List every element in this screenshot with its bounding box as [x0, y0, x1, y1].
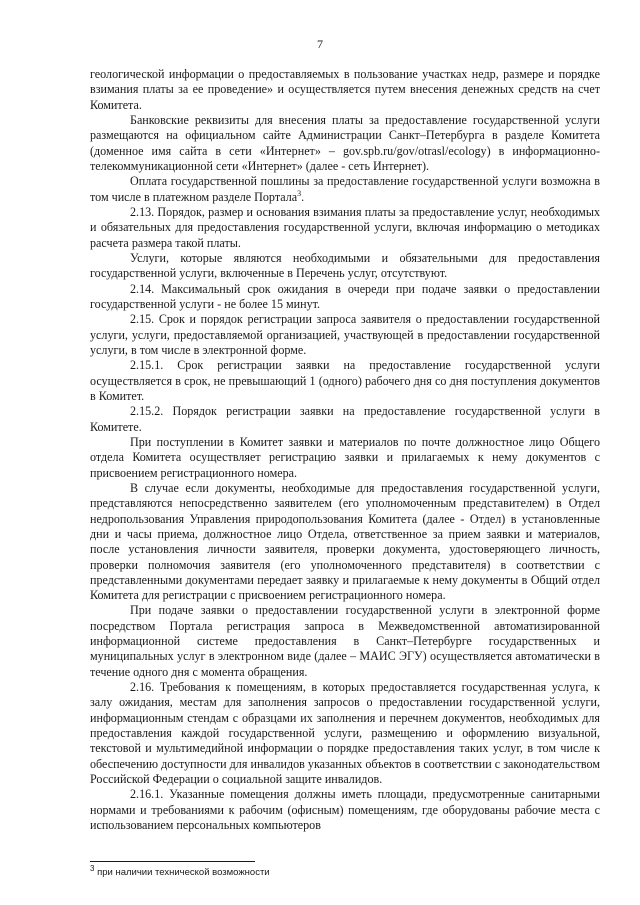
document-body — [90, 67, 600, 833]
paragraph: 2.15. Срок и порядок регистрации запроса заявителя о предоставлении государственной услуги, услуги, предоставляемой организацией, участвующей в предоставлении государственной услуги, в том числе в электронной форме. — [90, 312, 600, 357]
paragraph: 2.16. Требования к помещениям, в которых предоставляется государственная услуга, к залу ожидания, местам для заполнения запросов о предоставлении государственной услуги, информационным стендам с образцами их заполнения и перечнем документов, необходимых для предоставления каждой государственной услуги, размещению и оформлению визуальной, текстовой и мультимедийной информации о порядке предоставления таких услуг, в том числе к обеспечению доступности для инвалидов указанных объектов в соответствии с законодательством Российской Федерации о социальной защите инвалидов. — [90, 680, 600, 787]
paragraph-end: . — [301, 189, 305, 204]
footnote-reference: 3 — [297, 188, 302, 198]
footnote-mark: 3 — [90, 863, 95, 873]
paragraph: Банковские реквизиты для внесения платы за предоставление государственной услуги размещаются на официальном сайте Администрации Санкт–Петербурга в разделе Комитета (доменное имя сайта в сети «Интернет» – gov.spb.ru/gov/otrasl/ecology) в информационно-телекоммуникационной сети «Интернет» (далее - сеть Интернет). — [90, 112, 600, 173]
paragraph: 2.14. Максимальный срок ожидания в очереди при подаче заявки о предоставлении государственной услуги - не более 15 минут. — [90, 281, 600, 311]
paragraph: При подаче заявки о предоставлении государственной услуги в электронной форме посредством Портала регистрация запроса в Межведомственной автоматизированной информационной системе предоставления в Санкт–Петербурге государственных и муниципальных услуг в электронном виде (далее – МАИС ЭГУ) осуществляется автоматически в течение одного дня с момента обращения. — [90, 603, 600, 679]
paragraph — [90, 174, 600, 205]
paragraph: При поступлении в Комитет заявки и материалов по почте должностное лицо Общего отдела Комитета осуществляет регистрацию заявки и прилагаемых к нему документов с присвоением регистрационного номера. — [90, 434, 600, 480]
paragraph: Услуги, которые являются необходимыми и обязательными для предоставления государственной услуги, включенные в Перечень услуг, отсутствуют. — [90, 250, 600, 281]
paragraph: В случае если документы, необходимые для предоставления государственной услуги, представляются непосредственно заявителем (его уполномоченным представителем) в Отдел недропользования Управления природопользования Комитета (далее - Отдел) в установленные дни и часы приема, должностное лицо Отдела, ответственное за прием заявки и материалов, после установления личности заявителя, проверки документа, удостоверяющего личность, проверки полномочия заявителя (его уполномоченного представителя) в соответствии с представленными документами передает заявку и прилагаемые к нему документы в Общий отдел Комитета для регистрации с присвоением регистрационного номера. — [90, 480, 600, 603]
paragraph-text: Оплата государственной пошлины за предоставление государственной услуги возможна в том числе в платежном разделе Портала — [90, 174, 600, 204]
footnote-text: при наличии технической возможности — [94, 867, 270, 878]
paragraph: 2.16.1. Указанные помещения должны иметь площади, предусмотренные санитарными нормами и требованиями к рабочим (офисным) помещениям, где оборудованы рабочие места с использованием персональных компьютеров — [90, 787, 600, 833]
paragraph: геологической информации о предоставляемых в пользование участках недр, размере и порядке взимания платы за ее проведение» и осуществляется путем внесения денежных средств на счет Комитета. — [90, 67, 600, 112]
footnote-divider — [90, 861, 255, 862]
paragraph: 2.13. Порядок, размер и основания взимания платы за предоставление услуг, необходимых и обязательных для предоставления государственной услуги, включая информацию о методиках расчета размера такой платы. — [90, 204, 600, 250]
paragraph: 2.15.1. Срок регистрации заявки на предоставление государственной услуги осуществляется в срок, не превышающий 1 (одного) рабочего дня со дня поступления документов в Комитет. — [90, 358, 600, 403]
paragraph: 2.15.2. Порядок регистрации заявки на предоставление государственной услуги в Комитете. — [90, 404, 600, 434]
page-number: 7 — [317, 37, 323, 51]
footnote — [90, 863, 270, 878]
